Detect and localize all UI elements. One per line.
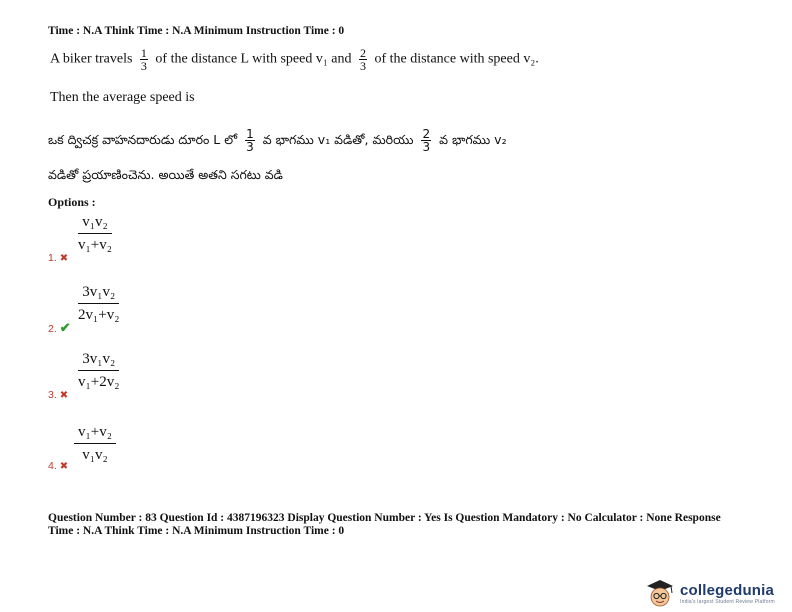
options-label: Options :	[48, 195, 96, 209]
question-part: వ భాగము v₁ వడితో, మరియు	[262, 132, 414, 147]
question-part: of the distance L with speed v₁ and	[155, 51, 352, 67]
check-icon: ✔	[59, 320, 71, 335]
question-part: ఒక ద్విచక్ర వాహనదారుడు దూరం L లో	[48, 132, 238, 147]
fraction-two-thirds: $\frac{2}{3}$	[359, 46, 366, 73]
time-info-header: Time : N.A Think Time : N.A Minimum Instruction Time : 0	[48, 25, 345, 37]
option-number: 4. ✖	[48, 460, 69, 472]
cross-icon: ✖	[59, 390, 69, 401]
cross-icon: ✖	[59, 253, 69, 264]
cross-icon: ✖	[59, 461, 69, 472]
option-number: 3. ✖	[48, 389, 69, 401]
collegedunia-logo	[643, 578, 775, 608]
option-fraction: $\frac{\text{3v₁v₂}}{\text{v₁+2v₂}}$	[78, 351, 120, 390]
question-line-telugu: వడితో ప్రయాణించెను. అయితే అతని సగటు వడి	[48, 167, 283, 182]
fraction-two-thirds: $\frac{2}{3}$	[422, 127, 431, 154]
logo-tagline: India's largest Student Review Platform	[680, 598, 775, 605]
question-meta-footer: Question Number : 83 Question Id : 4387196323 Display Question Number : Yes Is Question Mandatory : No Calculator : None Response	[48, 512, 721, 524]
option-fraction: $\frac{\text{v₁+v₂}}{\text{v₁v₂}}$	[74, 423, 116, 464]
question-text-telugu	[48, 128, 507, 153]
question-line-english: Then the average speed is	[50, 90, 195, 105]
option-number: 1. ✖	[48, 252, 69, 264]
question-text-english	[50, 47, 539, 72]
student-mascot-icon	[643, 578, 677, 608]
fraction-one-third: $\frac{1}{3}$	[246, 127, 254, 154]
question-part: of the distance with speed v₂.	[374, 51, 539, 67]
time-info-footer: Time : N.A Think Time : N.A Minimum Instruction Time : 0	[48, 525, 345, 537]
question-part: వ భాగము v₂	[439, 132, 507, 147]
fraction-one-third: $\frac{1}{3}$	[140, 46, 147, 73]
option-fraction: $\frac{\text{3v₁v₂}}{\text{2v₁+v₂}}$	[78, 284, 120, 323]
option-number: 2. ✔	[48, 320, 71, 335]
question-part: A biker travels	[50, 51, 133, 67]
logo-name: collegedunia	[680, 581, 775, 599]
option-fraction: $\frac{\text{v₁v₂}}{\text{v₁+v₂}}$	[78, 214, 112, 253]
